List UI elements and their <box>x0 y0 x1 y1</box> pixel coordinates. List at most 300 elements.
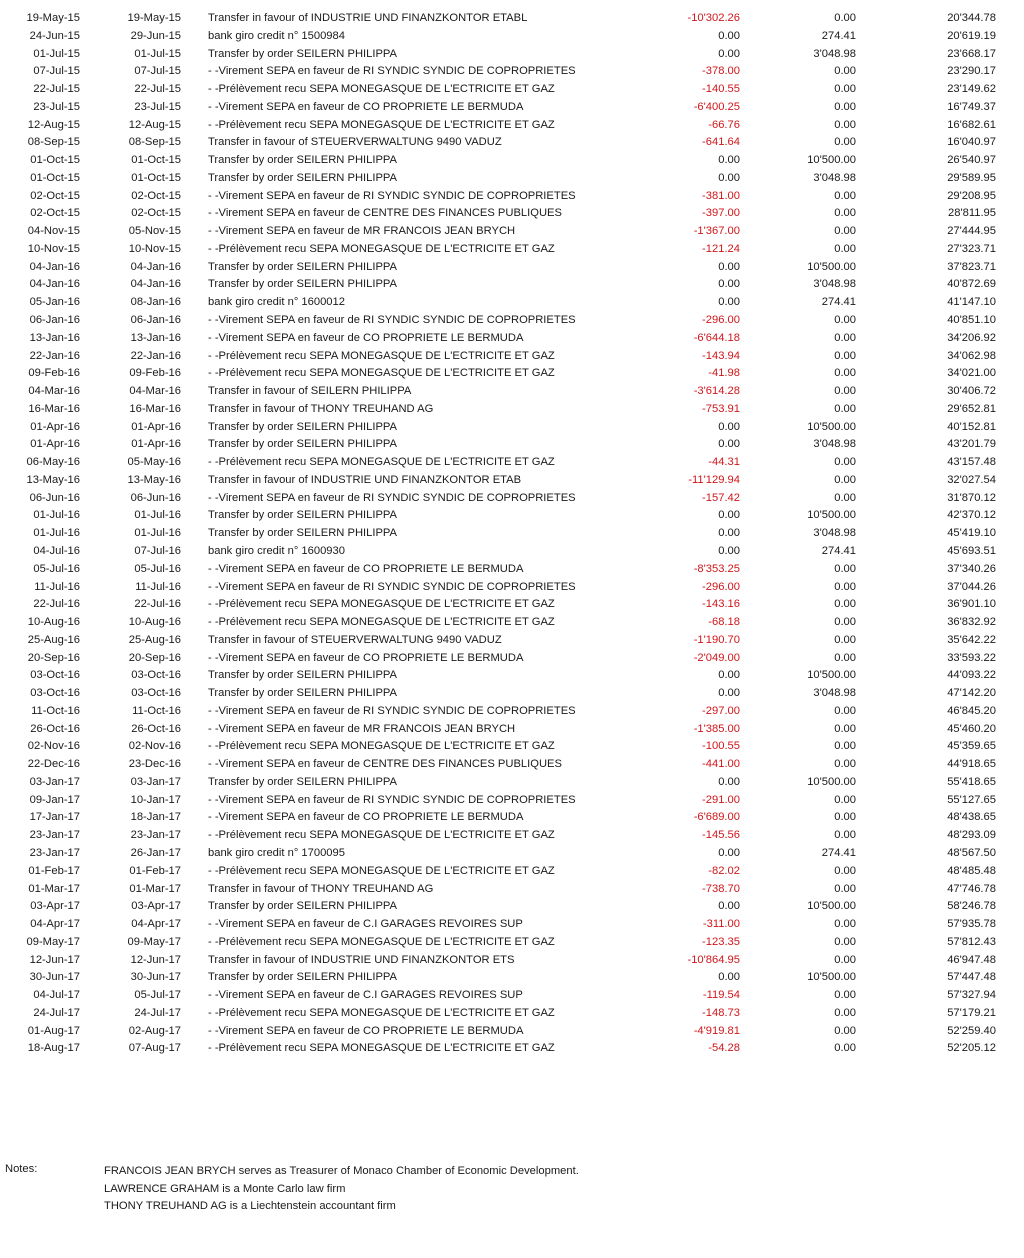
debit-amount: -441.00 <box>702 758 740 771</box>
table-row <box>0 685 1024 703</box>
debit-amount: 0.00 <box>718 775 740 788</box>
credit-amount: 10'500.00 <box>807 509 856 522</box>
balance: 29'652.81 <box>947 402 996 415</box>
debit-amount: 0.00 <box>718 420 740 433</box>
debit-amount: -66.76 <box>708 118 740 131</box>
credit-amount: 0.00 <box>834 402 856 415</box>
balance: 44'918.65 <box>947 758 996 771</box>
debit-amount: -641.64 <box>702 136 740 149</box>
debit-amount: -54.28 <box>708 1042 740 1055</box>
booking-date: 03-Oct-16 <box>30 669 80 682</box>
description: Transfer by order SEILERN PHILIPPA <box>208 278 398 291</box>
balance: 41'147.10 <box>947 296 996 309</box>
value-date: 09-May-17 <box>127 935 181 948</box>
booking-date: 09-Jan-17 <box>29 793 80 806</box>
debit-amount: -6'644.18 <box>693 331 740 344</box>
table-row <box>0 1040 1024 1058</box>
debit-amount: 0.00 <box>718 47 740 60</box>
description: - -Prélèvement recu SEPA MONEGASQUE DE L'ECTRICITE ET GAZ <box>208 83 555 96</box>
table-row <box>0 436 1024 454</box>
debit-amount: -10'302.26 <box>687 12 740 24</box>
description: - -Prélèvement recu SEPA MONEGASQUE DE L'ECTRICITE ET GAZ <box>208 349 555 362</box>
credit-amount: 0.00 <box>834 1042 856 1055</box>
balance: 45'693.51 <box>947 544 996 557</box>
balance: 57'812.43 <box>947 935 996 948</box>
value-date: 01-Mar-17 <box>129 882 181 895</box>
description: Transfer in favour of STEUERVERWALTUNG 9490 VADUZ <box>208 633 502 646</box>
balance: 37'823.71 <box>947 260 996 273</box>
credit-amount: 274.41 <box>821 29 856 42</box>
balance: 46'845.20 <box>947 704 996 717</box>
booking-date: 17-Jan-17 <box>29 811 80 824</box>
value-date: 08-Jan-16 <box>130 296 181 309</box>
debit-amount: -381.00 <box>702 189 740 202</box>
booking-date: 12-Aug-15 <box>27 118 80 131</box>
booking-date: 01-Jul-16 <box>33 509 80 522</box>
debit-amount: -738.70 <box>702 882 740 895</box>
table-row <box>0 276 1024 294</box>
booking-date: 02-Oct-15 <box>30 207 80 220</box>
value-date: 08-Sep-15 <box>128 136 181 149</box>
table-row <box>0 934 1024 952</box>
credit-amount: 10'500.00 <box>807 775 856 788</box>
credit-amount: 0.00 <box>834 1006 856 1019</box>
debit-amount: 0.00 <box>718 260 740 273</box>
balance: 33'593.22 <box>947 651 996 664</box>
credit-amount: 274.41 <box>821 544 856 557</box>
value-date: 05-Jul-16 <box>134 562 181 575</box>
description: Transfer in favour of INDUSTRIE UND FINANZKONTOR ETAB <box>208 473 522 486</box>
table-row <box>0 330 1024 348</box>
notes-lines <box>104 1163 579 1216</box>
value-date: 11-Oct-16 <box>132 704 181 717</box>
table-row <box>0 827 1024 845</box>
value-date: 04-Jan-16 <box>130 260 181 273</box>
description: - -Virement SEPA en faveur de C.I GARAGES REVOIRES SUP <box>208 989 523 1002</box>
credit-amount: 0.00 <box>834 793 856 806</box>
value-date: 07-Aug-17 <box>128 1042 181 1055</box>
value-date: 23-Jul-15 <box>134 100 181 113</box>
debit-amount: -121.24 <box>702 242 740 255</box>
credit-amount: 0.00 <box>834 829 856 842</box>
description: - -Prélèvement recu SEPA MONEGASQUE DE L'ECTRICITE ET GAZ <box>208 864 555 877</box>
table-row <box>0 46 1024 64</box>
table-row <box>0 1005 1024 1023</box>
debit-amount: 0.00 <box>718 171 740 184</box>
balance: 55'127.65 <box>947 793 996 806</box>
balance: 47'142.20 <box>947 687 996 700</box>
description: - -Prélèvement recu SEPA MONEGASQUE DE L'ECTRICITE ET GAZ <box>208 740 555 753</box>
balance: 37'340.26 <box>947 562 996 575</box>
balance: 57'179.21 <box>947 1006 996 1019</box>
balance: 29'208.95 <box>947 189 996 202</box>
booking-date: 11-Oct-16 <box>31 704 80 717</box>
balance: 23'290.17 <box>947 65 996 78</box>
balance: 20'619.19 <box>947 29 996 42</box>
balance: 40'152.81 <box>947 420 996 433</box>
value-date: 24-Jul-17 <box>134 1006 181 1019</box>
booking-date: 04-Jul-17 <box>33 989 80 1002</box>
balance: 46'947.48 <box>947 953 996 966</box>
balance: 29'589.95 <box>947 171 996 184</box>
credit-amount: 0.00 <box>834 65 856 78</box>
credit-amount: 3'048.98 <box>813 438 856 451</box>
booking-date: 24-Jul-17 <box>33 1006 80 1019</box>
description: - -Virement SEPA en faveur de MR FRANCOIS JEAN BRYCH <box>208 722 516 735</box>
value-date: 16-Mar-16 <box>129 402 181 415</box>
balance: 16'040.97 <box>947 136 996 149</box>
value-date: 13-May-16 <box>127 473 181 486</box>
balance: 20'344.78 <box>947 12 996 24</box>
credit-amount: 0.00 <box>834 882 856 895</box>
table-row <box>0 632 1024 650</box>
value-date: 13-Jan-16 <box>130 331 181 344</box>
debit-amount: -100.55 <box>702 740 740 753</box>
value-date: 05-Nov-15 <box>128 225 181 238</box>
debit-amount: -10'864.95 <box>687 953 740 966</box>
table-row <box>0 312 1024 330</box>
description: Transfer in favour of THONY TREUHAND AG <box>208 402 434 415</box>
value-date: 18-Jan-17 <box>130 811 181 824</box>
value-date: 02-Aug-17 <box>128 1024 181 1037</box>
table-row <box>0 10 1024 28</box>
booking-date: 01-Oct-15 <box>30 154 80 167</box>
value-date: 02-Oct-15 <box>131 207 181 220</box>
table-row <box>0 419 1024 437</box>
table-row <box>0 969 1024 987</box>
debit-amount: -1'190.70 <box>693 633 740 646</box>
description: Transfer by order SEILERN PHILIPPA <box>208 154 398 167</box>
description: Transfer in favour of INDUSTRIE UND FINANZKONTOR ETABL <box>208 12 528 24</box>
debit-amount: 0.00 <box>718 971 740 984</box>
credit-amount: 3'048.98 <box>813 687 856 700</box>
booking-date: 04-Jan-16 <box>29 278 80 291</box>
credit-amount: 0.00 <box>834 83 856 96</box>
balance: 52'205.12 <box>947 1042 996 1055</box>
credit-amount: 0.00 <box>834 864 856 877</box>
description: Transfer by order SEILERN PHILIPPA <box>208 420 398 433</box>
booking-date: 04-Jan-16 <box>29 260 80 273</box>
booking-date: 09-May-17 <box>26 935 80 948</box>
debit-amount: -3'614.28 <box>693 385 740 398</box>
table-row <box>0 223 1024 241</box>
table-row <box>0 863 1024 881</box>
debit-amount: -148.73 <box>702 1006 740 1019</box>
credit-amount: 0.00 <box>834 811 856 824</box>
description: - -Virement SEPA en faveur de CO PROPRIETE LE BERMUDA <box>208 651 524 664</box>
credit-amount: 3'048.98 <box>813 171 856 184</box>
table-row <box>0 81 1024 99</box>
value-date: 09-Feb-16 <box>129 367 181 380</box>
table-row <box>0 259 1024 277</box>
value-date: 01-Oct-15 <box>131 171 181 184</box>
value-date: 22-Jul-16 <box>134 598 181 611</box>
debit-amount: -296.00 <box>702 314 740 327</box>
value-date: 10-Jan-17 <box>130 793 181 806</box>
booking-date: 01-Oct-15 <box>30 171 80 184</box>
debit-amount: -8'353.25 <box>693 562 740 575</box>
table-row <box>0 170 1024 188</box>
credit-amount: 0.00 <box>834 491 856 504</box>
value-date: 12-Jun-17 <box>130 953 181 966</box>
booking-date: 01-Feb-17 <box>28 864 80 877</box>
booking-date: 30-Jun-17 <box>29 971 80 984</box>
booking-date: 03-Jan-17 <box>29 775 80 788</box>
credit-amount: 0.00 <box>834 740 856 753</box>
description: - -Virement SEPA en faveur de C.I GARAGES REVOIRES SUP <box>208 918 523 931</box>
description: bank giro credit n° 1600930 <box>208 544 345 557</box>
debit-amount: 0.00 <box>718 438 740 451</box>
table-row <box>0 365 1024 383</box>
debit-amount: -378.00 <box>702 65 740 78</box>
value-date: 19-May-15 <box>127 12 181 24</box>
table-row <box>0 703 1024 721</box>
description: - -Prélèvement recu SEPA MONEGASQUE DE L'ECTRICITE ET GAZ <box>208 242 555 255</box>
debit-amount: -11'129.94 <box>688 473 740 486</box>
description: Transfer by order SEILERN PHILIPPA <box>208 527 398 540</box>
table-row <box>0 99 1024 117</box>
value-date: 05-May-16 <box>127 456 181 469</box>
value-date: 02-Oct-15 <box>131 189 181 202</box>
credit-amount: 0.00 <box>834 989 856 1002</box>
booking-date: 24-Jun-15 <box>29 29 80 42</box>
value-date: 07-Jul-16 <box>134 544 181 557</box>
table-row <box>0 774 1024 792</box>
balance: 36'832.92 <box>947 616 996 629</box>
debit-amount: 0.00 <box>718 278 740 291</box>
debit-amount: -143.16 <box>702 598 740 611</box>
debit-amount: -1'385.00 <box>693 722 740 735</box>
debit-amount: -1'367.00 <box>693 225 740 238</box>
table-row <box>0 294 1024 312</box>
balance: 57'327.94 <box>947 989 996 1002</box>
credit-amount: 0.00 <box>834 189 856 202</box>
value-date: 30-Jun-17 <box>130 971 181 984</box>
description: - -Virement SEPA en faveur de CENTRE DES FINANCES PUBLIQUES <box>208 207 562 220</box>
debit-amount: -143.94 <box>702 349 740 362</box>
credit-amount: 0.00 <box>834 12 856 24</box>
credit-amount: 0.00 <box>834 633 856 646</box>
booking-date: 01-Apr-16 <box>30 420 80 433</box>
description: Transfer by order SEILERN PHILIPPA <box>208 171 398 184</box>
description: - -Virement SEPA en faveur de RI SYNDIC SYNDIC DE COPROPRIETES <box>208 793 576 806</box>
balance: 48'485.48 <box>947 864 996 877</box>
booking-date: 01-Apr-16 <box>30 438 80 451</box>
table-row <box>0 401 1024 419</box>
credit-amount: 10'500.00 <box>807 420 856 433</box>
credit-amount: 0.00 <box>834 953 856 966</box>
balance: 32'027.54 <box>947 473 996 486</box>
booking-date: 23-Jan-17 <box>29 829 80 842</box>
debit-amount: -753.91 <box>702 402 740 415</box>
table-row <box>0 579 1024 597</box>
balance: 43'201.79 <box>947 438 996 451</box>
debit-amount: -145.56 <box>702 829 740 842</box>
balance: 52'259.40 <box>947 1024 996 1037</box>
booking-date: 20-Sep-16 <box>27 651 80 664</box>
value-date: 23-Jan-17 <box>130 829 181 842</box>
credit-amount: 0.00 <box>834 456 856 469</box>
balance: 31'870.12 <box>947 491 996 504</box>
balance: 27'323.71 <box>947 242 996 255</box>
table-row <box>0 152 1024 170</box>
description: Transfer by order SEILERN PHILIPPA <box>208 775 398 788</box>
description: - -Virement SEPA en faveur de RI SYNDIC SYNDIC DE COPROPRIETES <box>208 65 576 78</box>
description: Transfer in favour of INDUSTRIE UND FINANZKONTOR ETS <box>208 953 515 966</box>
credit-amount: 3'048.98 <box>813 527 856 540</box>
value-date: 06-Jan-16 <box>130 314 181 327</box>
balance: 34'206.92 <box>947 331 996 344</box>
booking-date: 18-Aug-17 <box>27 1042 80 1055</box>
credit-amount: 10'500.00 <box>807 669 856 682</box>
table-row <box>0 738 1024 756</box>
booking-date: 01-Aug-17 <box>27 1024 80 1037</box>
credit-amount: 0.00 <box>834 136 856 149</box>
booking-date: 23-Jan-17 <box>29 846 80 859</box>
booking-date: 03-Apr-17 <box>30 900 80 913</box>
debit-amount: -291.00 <box>702 793 740 806</box>
value-date: 01-Oct-15 <box>131 154 181 167</box>
description: Transfer in favour of STEUERVERWALTUNG 9490 VADUZ <box>208 136 502 149</box>
description: bank giro credit n° 1500984 <box>208 29 345 42</box>
booking-date: 19-May-15 <box>26 12 80 24</box>
credit-amount: 0.00 <box>834 100 856 113</box>
booking-date: 07-Jul-15 <box>33 65 80 78</box>
value-date: 01-Jul-16 <box>134 509 181 522</box>
credit-amount: 0.00 <box>834 207 856 220</box>
description: Transfer in favour of THONY TREUHAND AG <box>208 882 434 895</box>
booking-date: 12-Jun-17 <box>29 953 80 966</box>
debit-amount: 0.00 <box>718 29 740 42</box>
debit-amount: -44.31 <box>708 456 740 469</box>
booking-date: 01-Jul-15 <box>33 47 80 60</box>
balance: 37'044.26 <box>947 580 996 593</box>
table-row <box>0 987 1024 1005</box>
balance: 35'642.22 <box>947 633 996 646</box>
value-date: 05-Jul-17 <box>134 989 181 1002</box>
booking-date: 06-Jan-16 <box>29 314 80 327</box>
value-date: 04-Mar-16 <box>129 385 181 398</box>
credit-amount: 0.00 <box>834 473 856 486</box>
value-date: 01-Jul-15 <box>134 47 181 60</box>
booking-date: 23-Jul-15 <box>33 100 80 113</box>
booking-date: 10-Nov-15 <box>27 242 80 255</box>
table-row <box>0 117 1024 135</box>
credit-amount: 0.00 <box>834 367 856 380</box>
description: Transfer by order SEILERN PHILIPPA <box>208 509 398 522</box>
credit-amount: 10'500.00 <box>807 260 856 273</box>
debit-amount: 0.00 <box>718 846 740 859</box>
description: - -Virement SEPA en faveur de CO PROPRIETE LE BERMUDA <box>208 562 524 575</box>
balance: 44'093.22 <box>947 669 996 682</box>
description: - -Virement SEPA en faveur de CO PROPRIETE LE BERMUDA <box>208 1024 524 1037</box>
balance: 45'460.20 <box>947 722 996 735</box>
description: Transfer by order SEILERN PHILIPPA <box>208 260 398 273</box>
balance: 58'246.78 <box>947 900 996 913</box>
debit-amount: -123.35 <box>702 935 740 948</box>
value-date: 25-Aug-16 <box>128 633 181 646</box>
table-row <box>0 881 1024 899</box>
table-row <box>0 472 1024 490</box>
credit-amount: 0.00 <box>834 598 856 611</box>
table-row <box>0 614 1024 632</box>
table-row <box>0 845 1024 863</box>
notes-label: Notes: <box>5 1163 38 1175</box>
value-date: 12-Aug-15 <box>128 118 181 131</box>
booking-date: 02-Oct-15 <box>30 189 80 202</box>
table-row <box>0 507 1024 525</box>
balance: 57'447.48 <box>947 971 996 984</box>
booking-date: 26-Oct-16 <box>30 722 80 735</box>
booking-date: 06-Jun-16 <box>29 491 80 504</box>
value-date: 04-Apr-17 <box>131 918 181 931</box>
booking-date: 05-Jul-16 <box>33 562 80 575</box>
balance: 26'540.97 <box>947 154 996 167</box>
debit-amount: 0.00 <box>718 669 740 682</box>
value-date: 10-Nov-15 <box>128 242 181 255</box>
value-date: 03-Oct-16 <box>131 687 181 700</box>
balance: 40'872.69 <box>947 278 996 291</box>
description: - -Prélèvement recu SEPA MONEGASQUE DE L'ECTRICITE ET GAZ <box>208 1006 555 1019</box>
balance: 43'157.48 <box>947 456 996 469</box>
table-row <box>0 667 1024 685</box>
credit-amount: 0.00 <box>834 331 856 344</box>
balance: 48'438.65 <box>947 811 996 824</box>
booking-date: 25-Aug-16 <box>27 633 80 646</box>
balance: 45'359.65 <box>947 740 996 753</box>
booking-date: 02-Nov-16 <box>27 740 80 753</box>
table-row <box>0 952 1024 970</box>
booking-date: 04-Apr-17 <box>30 918 80 931</box>
credit-amount: 0.00 <box>834 651 856 664</box>
table-row <box>0 898 1024 916</box>
credit-amount: 0.00 <box>834 225 856 238</box>
booking-date: 01-Mar-17 <box>28 882 80 895</box>
balance: 40'851.10 <box>947 314 996 327</box>
value-date: 01-Jul-16 <box>134 527 181 540</box>
booking-date: 04-Jul-16 <box>33 544 80 557</box>
note-line: FRANCOIS JEAN BRYCH serves as Treasurer of Monaco Chamber of Economic Development. <box>104 1165 579 1177</box>
debit-amount: -6'689.00 <box>693 811 740 824</box>
description: Transfer by order SEILERN PHILIPPA <box>208 669 398 682</box>
description: bank giro credit n° 1700095 <box>208 846 345 859</box>
value-date: 01-Apr-16 <box>131 438 181 451</box>
table-row <box>0 792 1024 810</box>
credit-amount: 3'048.98 <box>813 47 856 60</box>
value-date: 02-Nov-16 <box>128 740 181 753</box>
table-row <box>0 1023 1024 1041</box>
debit-amount: -397.00 <box>702 207 740 220</box>
debit-amount: -157.42 <box>702 491 740 504</box>
balance: 27'444.95 <box>947 225 996 238</box>
booking-date: 22-Dec-16 <box>27 758 80 771</box>
credit-amount: 0.00 <box>834 580 856 593</box>
table-row <box>0 348 1024 366</box>
table-row <box>0 188 1024 206</box>
description: - -Virement SEPA en faveur de RI SYNDIC SYNDIC DE COPROPRIETES <box>208 314 576 327</box>
debit-amount: -296.00 <box>702 580 740 593</box>
description: Transfer by order SEILERN PHILIPPA <box>208 687 398 700</box>
description: - -Prélèvement recu SEPA MONEGASQUE DE L'ECTRICITE ET GAZ <box>208 598 555 611</box>
value-date: 11-Jul-16 <box>135 580 181 593</box>
booking-date: 16-Mar-16 <box>28 402 80 415</box>
table-row <box>0 28 1024 46</box>
debit-amount: 0.00 <box>718 900 740 913</box>
transaction-ledger <box>0 10 1024 1058</box>
table-row <box>0 809 1024 827</box>
credit-amount: 274.41 <box>821 846 856 859</box>
value-date: 23-Dec-16 <box>128 758 181 771</box>
